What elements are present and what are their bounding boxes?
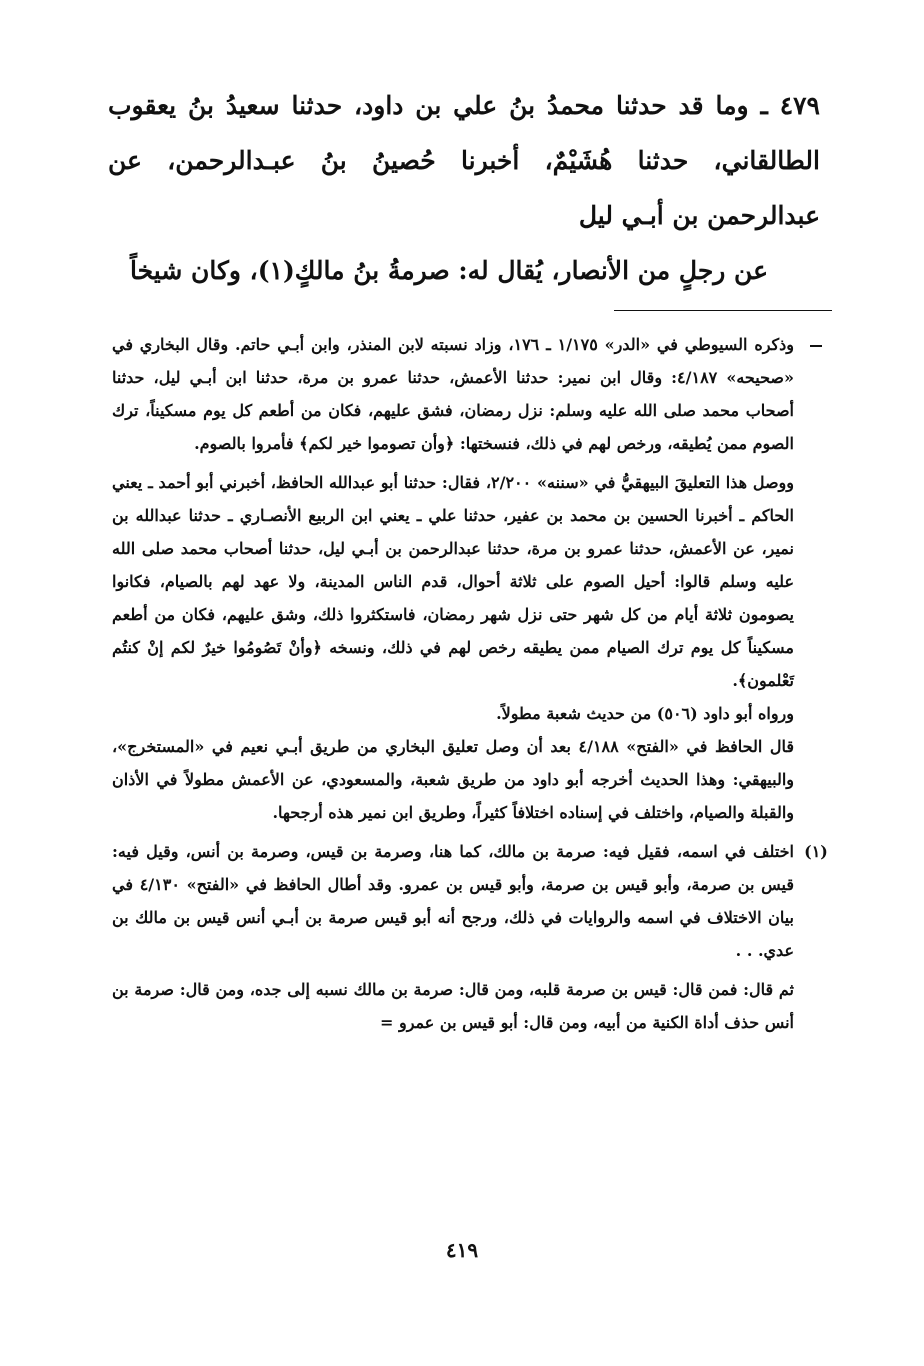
footnote-text: ثم قال: فمن قال: قيس بن صرمة قلبه، ومن قال: صرمة بن مالك نسبه إلى جده، ومن قال: صرمة بن أنس حذف أداة الكنية من أبيه، ومن قال: أبو قيس بن عمرو = [112,980,794,1032]
footnote-text: وذكره السيوطي في «الدر» ١/١٧٥ ـ ١٧٦، وزاد نسبته لابن المنذر، وابن أبـي حاتم. وقال البخاري في «صحيحه» ٤/١٨٧: وقال ابن نمير: حدثنا الأعمش، حدثنا عمرو بن مرة، حدثنا ابن أبـي ليل، حدثنا أصحاب محمد صلى الله عليه وسلم: نزل رمضان، فشق عليهم، فكان من أطعم كل يوم مسكيناً، ترك الصوم ممن يُطيقه، ورخص لهم في ذلك، فنسختها: ﴿وأن تصوموا خير لكم﴾ فأمروا بالصوم. [112,335,795,453]
footnote-separator [614,310,832,311]
footnote-continuation-marker [800,328,832,361]
page-number: ٤١٩ [445,1238,479,1262]
main-text [108,78,820,298]
footnote-paragraph [112,730,832,829]
footnote-number: (١) [804,842,828,861]
footnote-text: قال الحافظ في «الفتح» ٤/١٨٨ بعد أن وصل تعليق البخاري من طريق أبـي نعيم في «المستخرج»، والبيهقي: وهذا الحديث أخرجه أبو داود من طريق شعبة، والمسعودي، عن الأعمش مطولاً في الأذان والقبلة والصيام، واختلف في إسناده اختلافاً كثيراً، وطريق ابن نمير هذه أرجحها. [112,737,795,822]
footnote-text: ورواه أبو داود (٥٠٦) من حديث شعبة مطولاً. [496,704,794,723]
footnote-paragraph [112,835,832,967]
hadith-continuation: عن رجلٍ من الأنصار، يُقال له: صرمةُ بنُ مالكٍ(١)، وكان شيخاً [130,256,768,285]
footnote-paragraph [112,328,832,460]
footnote-text: ووصل هذا التعليقَ البيهقيُّ في «سننه» ٢/٢٠٠، فقال: حدثنا أبو عبدالله الحافظ، أخبرني أبو أحمد ـ يعني الحاكم ـ أخبرنا الحسين بن محمد بن عفير، حدثنا علي ـ يعني ابن الربيع الأنصـاري ـ حدثنا عبدالله بن نمير، عن الأعمش، حدثنا عمرو بن مرة، حدثنا عبدالرحمن بن أبـي ليل، حدثنا أصحاب محمد صلى الله عليه وسلم قالوا: أحيل الصوم على ثلاثة أحوال، قدم الناس المدينة، ولا عهد لهم بالصيام، فكانوا يصومون ثلاثة أيام من كل شهر حتى نزل شهر رمضان، فاستكثروا ذلك، وشق عليهم، فكان من أطعم مسكيناً كل يوم ترك الصيام ممن يطيقه رخص لهم في ذلك، ونسخه ﴿وأنْ تَصُومُوا خيرٌ لكم إنْ كنتُم تَعْلمون﴾. [112,473,794,690]
footnotes [112,328,832,1045]
footnote-text: اختلف في اسمه، فقيل فيه: صرمة بن مالك، كما هنا، وصرمة بن قيس، وصرمة بن أنس، وقيل فيه: قيس بن صرمة، وأبو قيس بن صرمة، وأبو قيس بن عمرو. وقد أطال الحافظ في «الفتح» ٤/١٣٠ في بيان الاختلاف في اسمه والروايات في ذلك، ورجح أنه أبو قيس صرمة بن أبـي أنس قيس بن مالك بن عدي. . . [112,842,795,960]
footnote-paragraph [112,697,832,730]
footnote-paragraph [112,973,832,1039]
hadith-paragraph: ٤٧٩ ـ وما قد حدثنا محمدُ بنُ علي بن داود، حدثنا سعيدُ بنُ يعقوب الطالقاني، حدثنا هُشَيْمٌ، أخبرنا حُصينُ بنُ عبـدالرحمن، عن عبدالرحمن بن أبـي ليل [108,91,820,230]
footnote-paragraph [112,466,832,697]
